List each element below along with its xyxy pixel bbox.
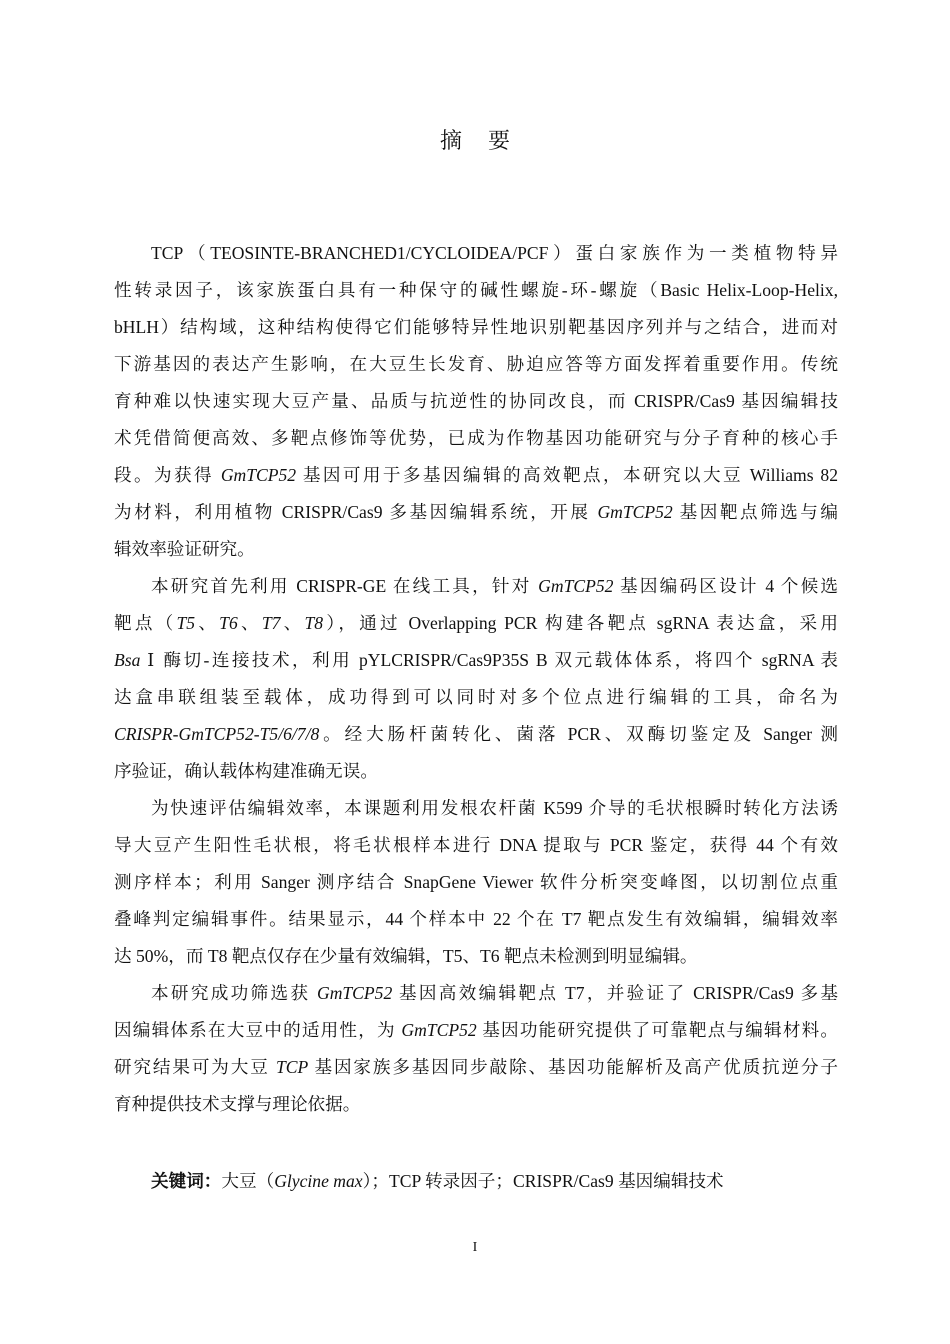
text-line: 研究结果可为大豆 TCP 基因家族多基因同步敲除、基因功能解析及高产优质抗逆分子 — [114, 1057, 838, 1077]
keywords-label: 关键词： — [151, 1171, 222, 1191]
text-line: 育种难以快速实现大豆产量、品质与抗逆性的协同改良，而 CRISPR/Cas9 基因编辑技 — [114, 391, 838, 411]
text-line: 测序样本；利用 Sanger 测序结合 SnapGene Viewer 软件分析突变峰图，以切割位点重 — [114, 872, 838, 892]
text-line: 下游基因的表达产生影响，在大豆生长发育、胁迫应答等方面发挥着重要作用。传统 — [114, 354, 838, 374]
text-line: 为材料，利用植物 CRISPR/Cas9 多基因编辑系统，开展 GmTCP52 基因靶点筛选与编 — [114, 502, 838, 522]
text-line: 达 50%，而 T8 靶点仅存在少量有效编辑，T5、T6 靶点未检测到明显编辑。 — [114, 946, 698, 966]
keywords-items: 大豆（Glycine max）；TCP 转录因子；CRISPR/Cas9 基因编辑技术 — [221, 1171, 724, 1191]
text-line: 导大豆产生阳性毛状根，将毛状根样本进行 DNA 提取与 PCR 鉴定，获得 44 个有效 — [114, 835, 838, 855]
title-char-2: 要 — [488, 128, 511, 153]
text-line: 因编辑体系在大豆中的适用性，为 GmTCP52 基因功能研究提供了可靠靶点与编辑材料。 — [114, 1020, 839, 1040]
text-line: 辑效率验证研究。 — [114, 539, 255, 559]
abstract-paragraph — [114, 568, 838, 790]
text-line: bHLH）结构域，这种结构使得它们能够特异性地识别靶基因序列并与之结合，进而对 — [114, 317, 838, 337]
abstract-paragraph — [114, 235, 838, 568]
text-line: 段。为获得 GmTCP52 基因可用于多基因编辑的高效靶点，本研究以大豆 Williams 82 — [114, 465, 838, 485]
text-line: Bsa Ⅰ 酶切-连接技术，利用 pYLCRISPR/Cas9P35S B 双元载体体系，将四个 sgRNA 表 — [114, 650, 838, 670]
text-line: 序验证，确认载体构建准确无误。 — [114, 761, 378, 781]
text-line: 本研究成功筛选获 GmTCP52 基因高效编辑靶点 T7，并验证了 CRISPR/Cas9 多基 — [151, 983, 838, 1003]
text-line: 达盒串联组装至载体，成功得到可以同时对多个位点进行编辑的工具，命名为 — [114, 687, 838, 707]
keywords-line — [151, 1163, 724, 1200]
text-line: 为快速评估编辑效率，本课题利用发根农杆菌 K599 介导的毛状根瞬时转化方法诱 — [151, 798, 838, 818]
text-line: 术凭借简便高效、多靶点修饰等优势，已成为作物基因功能研究与分子育种的核心手 — [114, 428, 838, 448]
text-line: 叠峰判定编辑事件。结果显示，44 个样本中 22 个在 T7 靶点发生有效编辑，编辑效率 — [114, 909, 838, 929]
text-line: 育种提供技术支撑与理论依据。 — [114, 1094, 361, 1114]
text-line: 本研究首先利用 CRISPR-GE 在线工具，针对 GmTCP52 基因编码区设计 4 个候选 — [151, 576, 838, 596]
text-line: 靶点（T5、T6、T7、T8），通过 Overlapping PCR 构建各靶点 sgRNA 表达盒，采用 — [114, 613, 838, 633]
title-char-1: 摘 — [439, 128, 462, 153]
page-number: I — [472, 1240, 478, 1255]
abstract-paragraph — [114, 790, 838, 975]
abstract-body — [114, 235, 838, 1123]
text-line: TCP（TEOSINTE-BRANCHED1/CYCLOIDEA/PCF）蛋白家族作为一类植物特异 — [151, 243, 838, 263]
page-title — [0, 124, 950, 155]
text-line: CRISPR-GmTCP52-T5/6/7/8。经大肠杆菌转化、菌落 PCR、双酶切鉴定及 Sanger 测 — [114, 724, 838, 744]
abstract-paragraph — [114, 975, 838, 1123]
text-line: 性转录因子，该家族蛋白具有一种保守的碱性螺旋-环-螺旋（Basic Helix-Loop-Helix, — [114, 280, 838, 300]
